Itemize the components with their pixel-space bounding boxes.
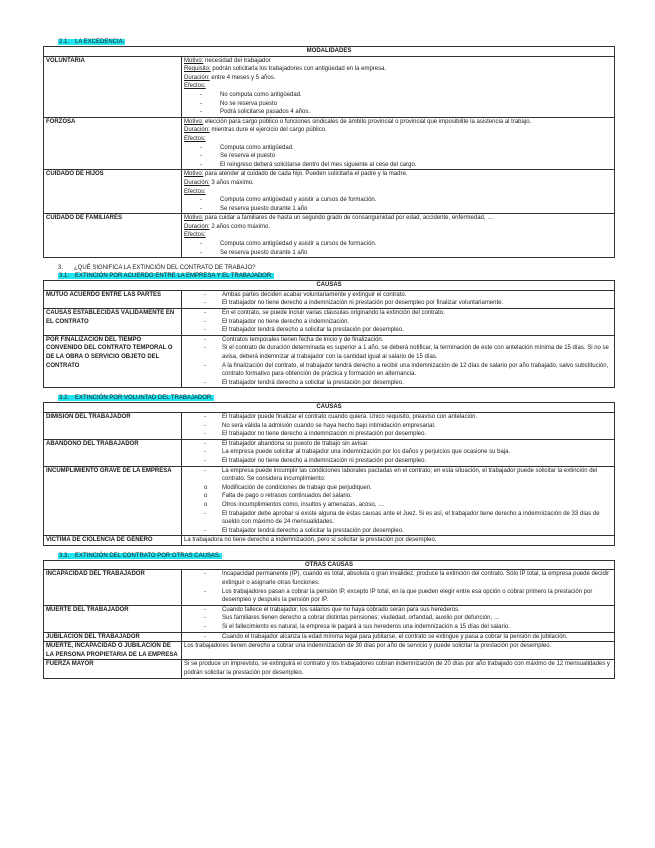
list-item: - Computa como antigüedad y asistir a cursos de formación. <box>200 240 612 249</box>
table-row <box>44 290 615 308</box>
list-item: o Otros incumplimientos como, insultos y amenazas, acoso, … <box>184 501 612 510</box>
row-content <box>182 466 615 536</box>
list-item: - Si el fallecimiento es natural, la empresa le pagará a sus herederos una indemnización a 15 días del salario. <box>184 623 612 632</box>
list-item: - El trabajador debe aprobar si existe alguna de estas causas ante el Juez. Si es así, el trabajador tiene derecho a indemnización de 33 días de sueldo con máximo de 24 mensualidades. <box>184 510 612 527</box>
list-item: - No será válida la admisión cuando se haya hecho bajo intimidación empresarial. <box>184 422 612 431</box>
list-item: - Cuando el trabajador alcanza la edad mínima legal para jubilarse, el contrato se extingue y pasa a cobrar la pensión de jubilación. <box>184 633 612 642</box>
list-item: - En el contrato, se puede incluir varias cláusulas originando la extinción del contrato. <box>184 309 612 318</box>
row-content: Motivo: para atender al cuidado de cada hijo. Pueden solicitarla el padre y la madre. Duración: 3 años máximo. Efectos: - Computa como antigüedad y asistir a cursos de formación. - Se reserva puesto durante 1 año <box>182 170 615 214</box>
section-heading-3: 3. ¿QUÉ SIGNIFICA LA EXTINCIÓN DEL CONTRATO DE TRABAJO? <box>58 265 256 272</box>
row-label: DIMISIÓN DEL TRABAJADOR <box>44 412 182 439</box>
table-row <box>44 605 615 632</box>
list-item: - La empresa puede solicitar al trabajador una indemnización por los daños y perjuicios que ocasione su baja. <box>184 448 612 457</box>
row-label: VÍCTIMA DE CIOLENCIA DE GÉNERO <box>44 536 182 546</box>
table-header: MODALIDADES <box>44 47 615 57</box>
row-label: FORZOSA <box>44 117 182 170</box>
list-item: - Si el contrato de duración determinada es superior a 1 año, se deberá notificar, la terminación de este con antelación mínima de 15 días. Si no se avisa, deberá indemnizar al trabajador con la cantidad igual al salario de 15 días. <box>184 344 612 361</box>
list-item: o Modificación de condiciones de trabajo que perjudiquen. <box>184 484 612 493</box>
list-item: - No se reserva puesto <box>200 100 612 109</box>
row-content <box>182 570 615 605</box>
list-item: - A la finalización del contrato, el trabajador tendrá derecho a recibir una indemnización de 12 días de salario por año trabajado, salvo substitución, contrato formativo para obtención de práctica y formación en alternancia. <box>184 362 612 379</box>
section-heading-3-3: 3.3. EXTINCIÓN DEL CONTRATO POR OTRAS CAUSAS. <box>59 552 221 559</box>
row-label: CUIDADO DE HIJOS <box>44 170 182 214</box>
list-item: - El trabajador no tiene derecho a indemnización ni prestación por desempleo. <box>184 457 612 466</box>
table-row <box>44 536 615 546</box>
table-header: CAUSAS <box>44 403 615 413</box>
table-header: CAUSAS <box>44 281 615 291</box>
table-row <box>44 56 615 117</box>
table-row <box>44 632 615 642</box>
list-item: - El trabajador no tiene derecho a indemnización. <box>184 318 612 327</box>
row-label: INCAPACIDAD DEL TRABAJADOR <box>44 570 182 605</box>
table-otras-causas <box>43 560 615 679</box>
list-item: - Contratos temporales tienen fecha de inicio y de finalización. <box>184 336 612 345</box>
document-page <box>43 38 615 679</box>
table-causas-acuerdo <box>43 280 615 388</box>
row-content <box>182 439 615 466</box>
row-label: CUIDADO DE FAMILIARES <box>44 214 182 258</box>
row-label: CAUSAS ESTABLECIDAS VÁLIDAMENTE EN EL CONTRATO <box>44 309 182 336</box>
table-modalidades <box>43 46 615 258</box>
list-item: - Ambas partes deciden acabar voluntariamente y extinguir el contrato. <box>184 291 612 300</box>
list-item: - El trabajador abandona su puesto de trabajo sin avisar. <box>184 440 612 449</box>
list-item: - Se reserva puesto durante 1 año <box>200 249 612 258</box>
list-item: - El reingreso deberá solicitarse dentro del mes siguiente al cese del cargo. <box>200 161 612 170</box>
table-row <box>44 439 615 466</box>
row-content: Los trabajadores tienen derecho a cobrar una indemnización de 30 días por año de servicio y puede solicitar la prestación por desempleo. <box>182 642 615 660</box>
table-row <box>44 335 615 388</box>
table-row <box>44 309 615 336</box>
list-item: - El trabajador no tiene derecho a indemnización ni prestación por desempleo por finalizar voluntariamente. <box>184 299 612 308</box>
row-content <box>182 290 615 308</box>
row-content: La trabajadora no tiene derecho a indemnización, pero sí solicitar la prestación por desempleo. <box>182 536 615 546</box>
table-row <box>44 466 615 536</box>
table-header: OTRAS CAUSAS <box>44 560 615 570</box>
row-content <box>182 632 615 642</box>
list-item: - La empresa puede incumplir las condiciones laborales pactadas en el contrato; en esta situación, el trabajador puede solicitar la extinción del contrato. Se considera incumplimiento: <box>184 467 612 484</box>
table-row <box>44 117 615 170</box>
row-label: ABANDONO DEL TRABAJADOR <box>44 439 182 466</box>
row-content: Motivo: necesidad del trabajador Requisito: podrán solicitarla los trabajadores con antigüedad en la empresa. Duración: entre 4 meses y 5 años. Efectos: - No computa como antigüedad. - No se reserva puesto - Podrá solicitarse pasados 4 años. <box>182 56 615 117</box>
list-item: - El trabajador tendrá derecho a solicitar la prestación por desempleo. <box>184 527 612 536</box>
table-row <box>44 214 615 258</box>
section-heading-2-1: 2.1. LA EXCEDENCIA. <box>59 39 125 45</box>
list-item: - Los trabajadores pasan a cobrar la pensión IP, excepto IP total, en la que pueden elegir entre esa opción o cobrar primero la prestación por desempleo y después la pensión por IP. <box>184 588 612 605</box>
table-row <box>44 412 615 439</box>
table-row <box>44 170 615 214</box>
table-causas-trabajador <box>43 402 615 546</box>
row-label: MUERTE DEL TRABAJADOR <box>44 605 182 632</box>
row-label: INCUMPLIMIENTO GRAVE DE LA EMPRESA <box>44 466 182 536</box>
table-row <box>44 660 615 678</box>
list-item: - El trabajador tendrá derecho a solicitar la prestación por desempleo. <box>184 326 612 335</box>
row-content: Motivo: para cuidar a familiares de hasta un segundo grado de consanguinidad por edad, accidente, enfermedad, … Duración: 2 años como máximo. Efectos: - Computa como antigüedad y asistir a cursos de formación. - Se reserva puesto durante 1 año <box>182 214 615 258</box>
list-item: - Cuando fallece el trabajador, los salarios que no haya cobrado serán para sus herederos. <box>184 606 612 615</box>
list-item: - Incapacidad permanente (IP), cuando es total, absoluta o gran invalidez, produce la extinción del contrato. Sólo IP total, la empresa puede decidir extinguir o asignarle otras funciones. <box>184 570 612 587</box>
table-row <box>44 642 615 660</box>
row-content: Si se produce un imprevisto, se extinguirá el contrato y los trabajadores cobran indemnización de 20 días por año trabajado con máximo de 12 mensualidades y podrán solicitar la prestación por desempleo. <box>182 660 615 678</box>
list-item: - Computa como antigüedad. <box>200 144 612 153</box>
list-item: - Podrá solicitarse pasados 4 años. <box>200 108 612 117</box>
list-item: - Computa como antigüedad y asistir a cursos de formación. <box>200 196 612 205</box>
section-heading-3-1: 3.1. EXTINCIÓN POR ACUERDO ENTRE LA EMPRESA Y EL TRABAJADOR. <box>59 273 273 280</box>
row-content <box>182 605 615 632</box>
row-content: Motivo: elección para cargo público o funciones sindicales de ámbito provincial o provincial que imposibilite la asistencia al trabajo. Duración: mientras dure el ejercicio del cargo público. Efectos: - Computa como antigüedad. - Se reserva el puesto - El reingreso deberá solicitarse dentro del mes siguiente al cese del cargo. <box>182 117 615 170</box>
list-item: - El trabajador tendrá derecho a solicitar la prestación por desempleo. <box>184 379 612 388</box>
list-item: - El trabajador puede finalizar el contrato cuando quiera. Único requisito, preaviso con antelación. <box>184 413 612 422</box>
list-item: - El trabajador no tiene derecho a indemnización ni prestación por desempleo. <box>184 430 612 439</box>
row-content <box>182 309 615 336</box>
row-label: JUBILACIÓN DEL TRABAJADOR <box>44 632 182 642</box>
table-row <box>44 570 615 605</box>
list-item: - No computa como antigüedad. <box>200 91 612 100</box>
row-label: VOLUNTARIA <box>44 56 182 117</box>
row-content <box>182 335 615 388</box>
row-label: MUTUO ACUERDO ENTRE LAS PARTES <box>44 290 182 308</box>
row-label: FUERZA MAYOR <box>44 660 182 678</box>
row-label: MUERTE, INCAPACIDAD O JUBILACIÓN DE LA PERSONA PROPIETARIA DE LA EMPRESA <box>44 642 182 660</box>
list-item: - Se reserva puesto durante 1 año <box>200 205 612 214</box>
row-content <box>182 412 615 439</box>
list-item: o Falta de pago o retrasos continuados del salario. <box>184 492 612 501</box>
row-label: POR FINALIZACIÓN DEL TIEMPO CONVENIDO DEL CONTRATO TEMPORAL O DE LA OBRA O SERVICIO OBJETO DEL CONTRATO <box>44 335 182 388</box>
list-item: - Se reserva el puesto <box>200 152 612 161</box>
list-item: - Sus familiares tienen derecho a cobrar distintas pensiones: viudedad, orfandad, auxilio por defunción, … <box>184 614 612 623</box>
section-heading-3-2: 3.2. EXTINCIÓN POR VOLUNTAD DEL TRABAJADOR. <box>59 395 213 402</box>
